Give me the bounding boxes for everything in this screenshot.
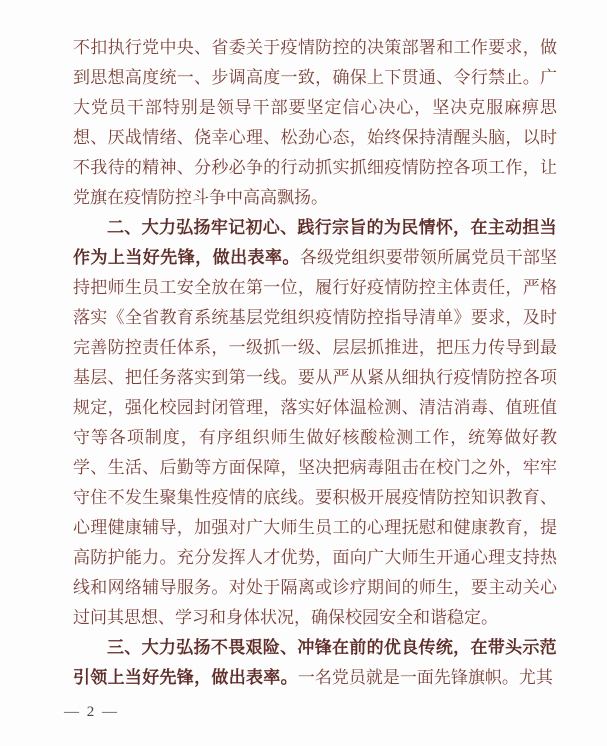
paragraph-continuation: 不扣执行党中央、省委关于疫情防控的决策部署和工作要求，做到思想高度统一、步调高度一致，确保上下贯通、令行禁止。广大党员干部特别是领导干部要坚定信心决心，坚决克服麻痹思想、厌战情绪、侥幸心理、松劲心态，始终保持清醒头脑，以时不我待的精神、分秒必争的行动抓实抓细疫情防控各项工作，让党旗在疫情防控斗争中高高飘扬。 bbox=[73, 38, 557, 207]
section-two-heading: 二、大力弘扬牢记初心、践行宗旨的为民情怀，在主动担当作为上当好先锋，做出表率。 bbox=[73, 218, 557, 267]
section-three-body: 一名党员就是一面先锋旗帜。尤其 bbox=[297, 668, 553, 687]
section-two-body: 各级党组织要带领所属党员干部坚持把师生员工安全放在第一位，履行好疫情防控主体责任，严格落实《全省教育系统基层党组织疫情防控指导清单》要求，及时完善防控责任体系，一级抓一级、层层抓推进，把压力传导到最基层、把任务落实到第一线。要从严从紧从细执行疫情防控各项规定，强化校园封闭管理，落实好体温检测、清洁消毒、值班值守等各项制度，有序组织师生做好核酸检测工作，统筹做好教学、生活、后勤等方面保障，坚决把病毒阻击在校门之外，牢牢守住不发生聚集性疫情的底线。要积极开展疫情防控知识教育、心理健康辅导，加强对广大师生员工的心理抚慰和健康教育，提高防护能力。充分发挥人才优势，面向广大师生开通心理支持热线和网络辅导服务。对处于隔离或诊疗期间的师生，要主动关心过问其思想、学习和身体状况，确保校园安全和谐稳定。 bbox=[73, 248, 557, 627]
section-three-heading: 三、大力弘扬不畏艰险、冲锋在前的优良传统，在带头示范引领上当好先锋，做出表率。 bbox=[73, 638, 557, 687]
paragraph-section-two bbox=[73, 213, 557, 633]
paragraph-section-three bbox=[73, 633, 557, 693]
document-body bbox=[73, 33, 557, 693]
page-number: — 2 — bbox=[64, 704, 119, 720]
